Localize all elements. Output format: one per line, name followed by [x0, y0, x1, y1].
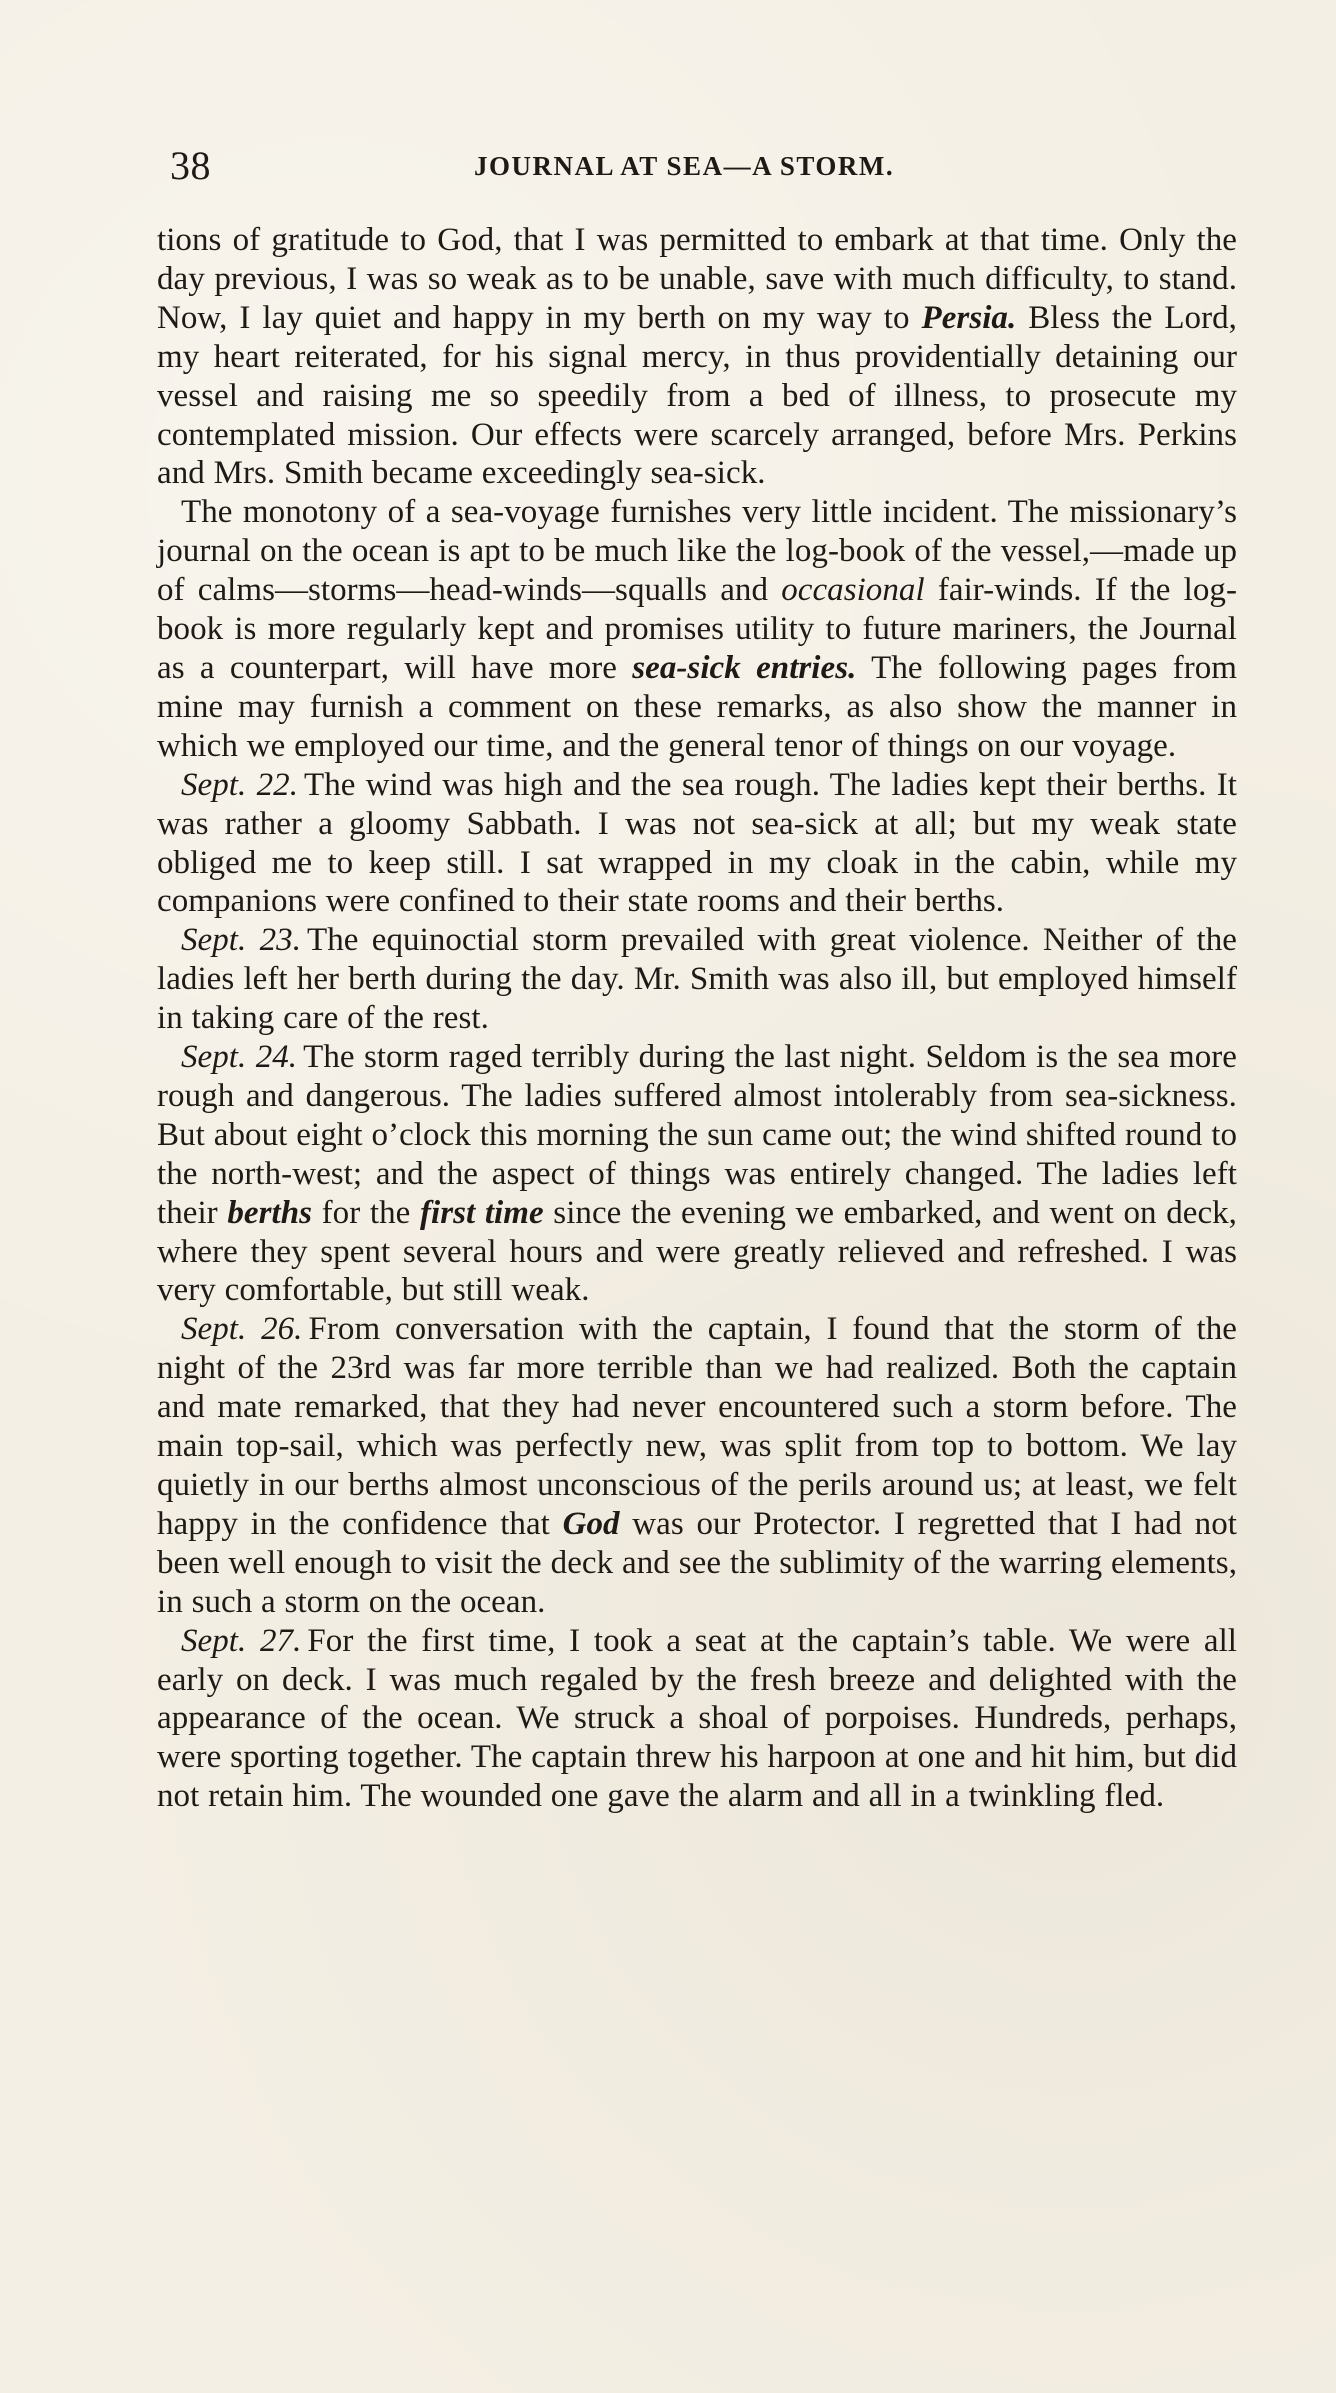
emphasis-god: God: [562, 1505, 620, 1542]
emphasis-berths: berths: [227, 1194, 312, 1231]
entry-text: for the: [312, 1194, 420, 1231]
entry-date: Sept. 26.: [181, 1311, 303, 1348]
emphasis-occasional: occasional: [781, 572, 925, 609]
entry-text: since the evening we embarked, and went on deck, where they spent several hours and were greatly relieved and refreshed. I was very comfortable, but still weak.: [157, 1194, 1237, 1309]
journal-entry-sept-23: [157, 921, 1237, 1038]
journal-entry-sept-24: [157, 1038, 1237, 1310]
entry-date: Sept. 22.: [181, 766, 298, 803]
emphasis-first-time: first time: [419, 1194, 544, 1231]
emphasis-persia: Persia.: [921, 299, 1017, 336]
entry-text: For the first time, I took a seat at the captain’s table. We were all early on deck. I was much regaled by the fresh breeze and delighted with the appearance of the ocean. We struck a shoal of porpoises. Hundreds, perhaps, were sporting together. The captain threw his harpoon at one and hit him, but did not retain him. The wounded one gave the alarm and all in a twinkling fled.: [157, 1622, 1238, 1815]
entry-text: From conversation with the captain, I found that the storm of the night of the 23rd was far more terrible than we had realized. Both the captain and mate remarked, that they had never encountered such a storm before. The main top-sail, which was perfectly new, was split from top to bottom. We lay quietly in our berths almost unconscious of the perils around us; at least, we felt happy in the confidence that: [157, 1311, 1237, 1542]
paragraph-continuation: [157, 221, 1237, 493]
entry-date: Sept. 24.: [181, 1039, 298, 1076]
journal-entry-sept-22: [157, 766, 1237, 922]
paragraph-text: tions of gratitude to God, that I was permitted to embark at that time. Only the day previous, I was so weak as to be unable, save with much difficulty, to stand. Now, I lay quiet and happy in my berth on my way to: [157, 222, 1237, 336]
paragraph-text: fair-winds. If the log-book is more regularly kept and promises utility to future mariners, the Journal as a counterpart, will have more: [157, 572, 1237, 686]
entry-text: was our Protector. I regretted that I had not been well enough to visit the deck and see the sublimity of the warring elements, in such a storm on the ocean.: [157, 1505, 1237, 1620]
journal-entry-sept-26: [157, 1310, 1237, 1621]
entry-text: The wind was high and the sea rough. The ladies kept their berths. It was rather a gloomy Sabbath. I was not sea-sick at all; but my weak state obliged me to keep still. I sat wrapped in my cloak in the cabin, while my companions were confined to their state rooms and their berths.: [157, 766, 1238, 920]
running-head: JOURNAL AT SEA—A STORM.: [474, 151, 895, 181]
paragraph-monotony: [157, 493, 1237, 765]
paragraph-text: The monotony of a sea-voyage furnishes very little incident. The missionary’s journal on the ocean is apt to be much like the log-book of the vessel,—made up of calms—storms—head-winds—squalls and: [157, 494, 1237, 609]
entry-text: The storm raged terribly during the last night. Seldom is the sea more rough and dangerous. The ladies suffered almost intolerably from sea-sickness. But about eight o’clock this morning the sun came out; the wind shifted round to the north-west; and the aspect of things was entirely changed. The ladies left their: [157, 1039, 1237, 1231]
page-header: [170, 142, 1234, 190]
entry-date: Sept. 23.: [181, 922, 302, 959]
paragraph-text: The following pages from mine may furnish a comment on these remarks, as also show the manner in which we employed our time, and the general tenor of things on our voyage.: [157, 649, 1238, 764]
body-text: [157, 221, 1237, 1816]
paragraph-text: Bless the Lord, my heart reiterated, for his signal mercy, in thus providentially detaining our vessel and raising me so speedily from a bed of illness, to prosecute my contemplated mission. Our effects were scarcely arranged, before Mrs. Perkins and Mrs. Smith became exceedingly sea-sick.: [157, 299, 1237, 492]
entry-date: Sept. 27.: [181, 1622, 302, 1659]
page-number: 38: [170, 143, 211, 188]
entry-text: The equinoctial storm prevailed with great violence. Neither of the ladies left her berth during the day. Mr. Smith was also ill, but employed himself in taking care of the rest.: [157, 922, 1238, 1037]
journal-entry-sept-27: [157, 1622, 1237, 1817]
emphasis-sea-sick-entries: sea-sick entries.: [632, 649, 857, 686]
